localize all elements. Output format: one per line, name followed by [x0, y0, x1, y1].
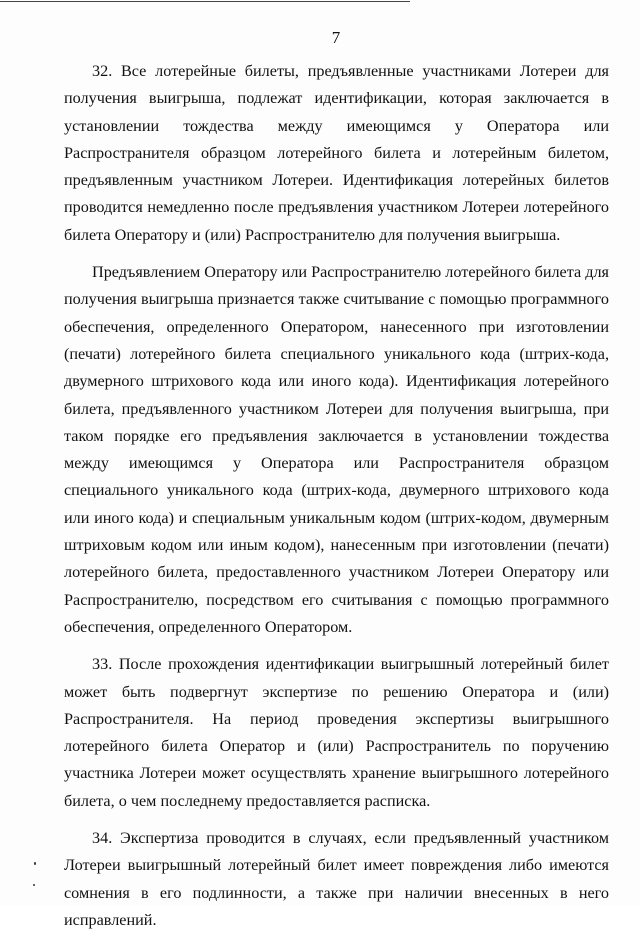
- paragraph-32-continued: Предъявлением Оператору или Распространителю лотерейного билета для получения выигрыша признается также считывание с помощью программного обеспечения, определенного Оператором, нанесенного при изготовлении (печати) лотерейного билета специального уникального кода (штрих-кода, двумерного штрихового кода или иного кода). Идентификация лотерейного билета, предъявленного участником Лотереи для получения выигрыша, при таком порядке его предъявления заключается в установлении тождества между имеющимся у Оператора или Распространителя образцом специального уникального кода (штрих-кода, двумерного штрихового кода или иного кода) и специальным уникальным кодом (штрих-кодом, двумерным штриховым кодом или иным кодом), нанесенным при изготовлении (печати) лотерейного билета, предоставленного участником Лотереи Оператору или Распространителю, посредством его считывания с помощью программного обеспечения, определенного Оператором.: [64, 263, 610, 636]
- top-edge-rule: [0, 1, 410, 2]
- paragraph-33: 33. После прохождения идентификации выигрышный лотерейный билет может быть подвергнут экспертизе по решению Оператора и (или) Распространителя. На период проведения экспертизы выигрышного лотерейного билета Оператор и (или) Распространитель по поручению участника Лотереи может осуществлять хранение выигрышного лотерейного билета, о чем последнему предоставляется расписка.: [64, 655, 609, 810]
- scan-speck: [34, 862, 36, 865]
- paragraph-34: 34. Экспертиза проводится в случаях, если предъявленный участником Лотереи выигрышный лотерейный билет имеет повреждения либо имеются сомнения в его подлинности, а также при наличии внесенных в него исправлений.: [64, 829, 609, 929]
- document-body: [64, 58, 609, 944]
- paragraph-32: 32. Все лотерейные билеты, предъявленные участниками Лотереи для получения выигрыша, подлежат идентификации, которая заключается в установлении тождества между имеющимся у Оператора или Распространителя образцом лотерейного билета и лотерейным билетом, предъявленным участником Лотереи. Идентификация лотерейных билетов проводится немедленно после предъявления участником Лотереи лотерейного билета Оператору и (или) Распространителю для получения выигрыша.: [64, 62, 609, 244]
- page-number: 7: [331, 28, 341, 47]
- scan-speck: [33, 884, 35, 886]
